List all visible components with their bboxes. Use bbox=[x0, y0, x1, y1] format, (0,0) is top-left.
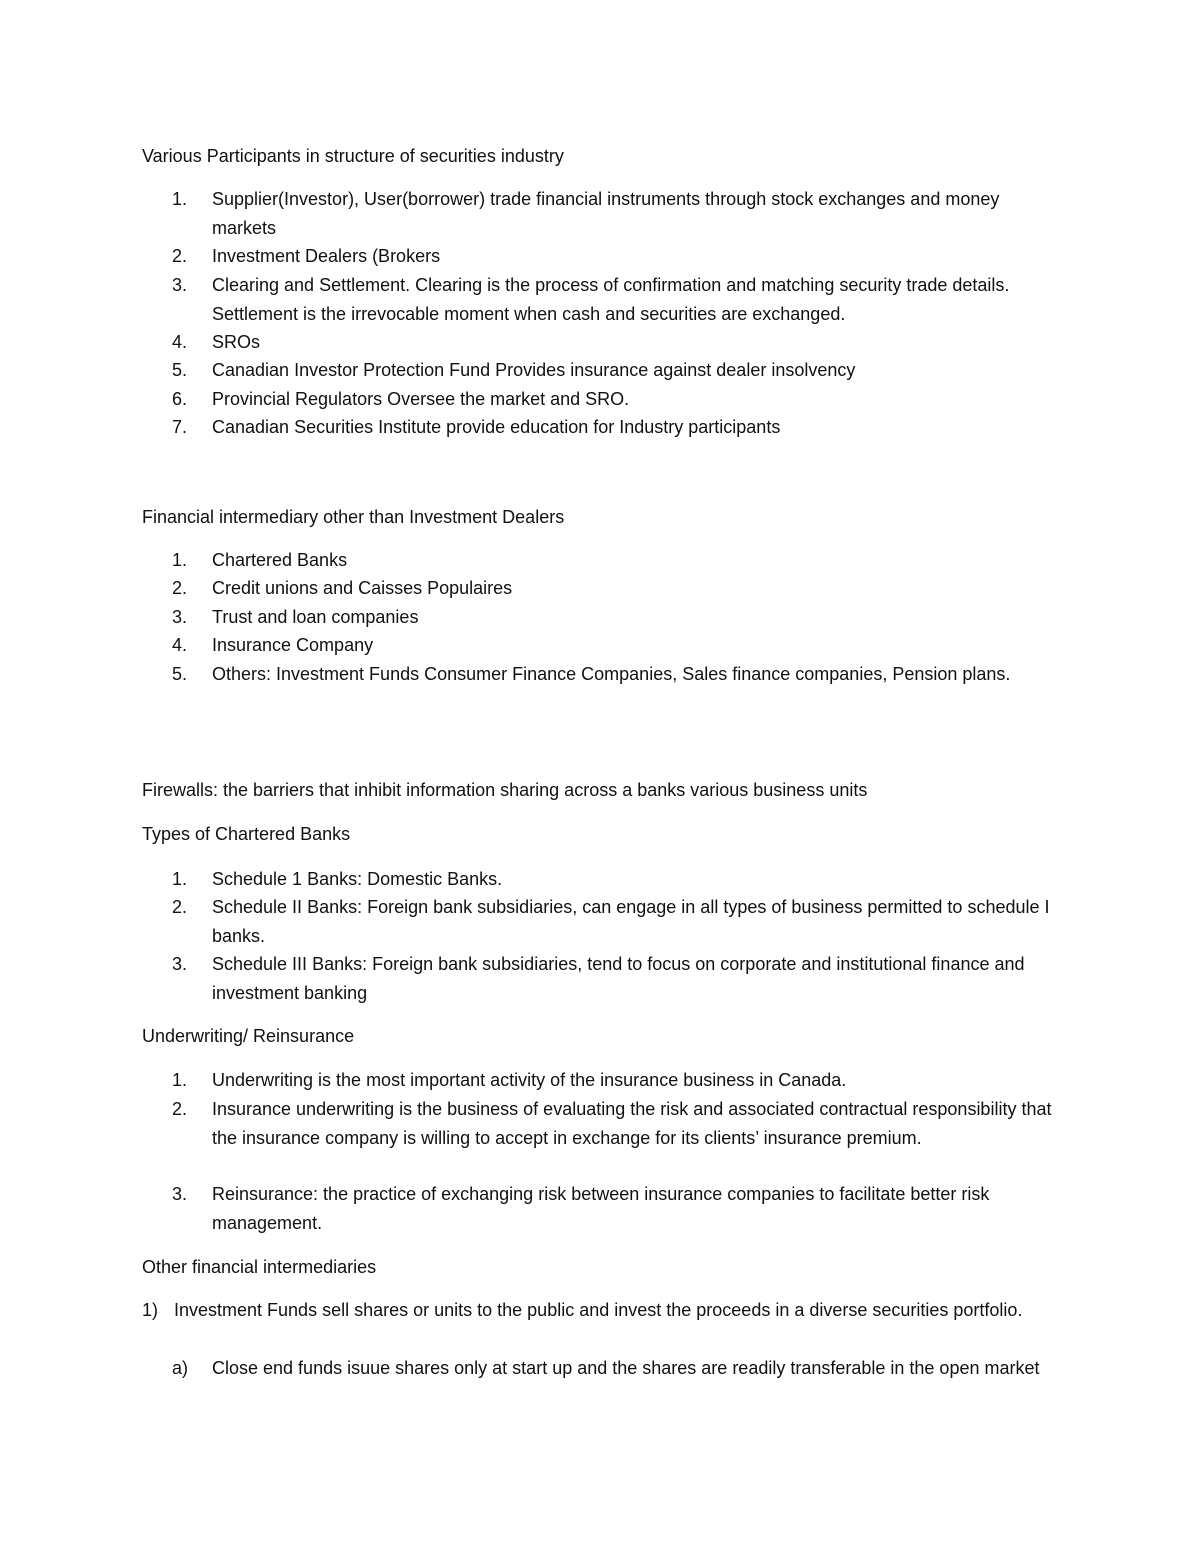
list-number: 1. bbox=[172, 189, 188, 209]
list-number: a) bbox=[172, 1358, 189, 1378]
section-heading-participants: Various Participants in structure of securities industry bbox=[142, 146, 564, 166]
list-number: 3. bbox=[172, 275, 188, 295]
list-number: 7. bbox=[172, 417, 188, 437]
list-text: Credit unions and Caisses Populaires bbox=[212, 578, 513, 598]
list-number: 1. bbox=[172, 869, 188, 889]
list-text: Schedule III Banks: Foreign bank subsidiaries, tend to focus on corporate and institutional finance and investment banking bbox=[212, 954, 1025, 1003]
section-heading-other: Other financial intermediaries bbox=[142, 1257, 377, 1277]
list-text: Reinsurance: the practice of exchanging risk between insurance companies to facilitate better risk management. bbox=[212, 1184, 990, 1233]
section-heading-banks: Types of Chartered Banks bbox=[142, 824, 351, 844]
list-text: Close end funds isuue shares only at start up and the shares are readily transferable in the open market bbox=[212, 1358, 1040, 1378]
list-number: 1. bbox=[172, 550, 188, 570]
list-text: Schedule II Banks: Foreign bank subsidiaries, can engage in all types of business permitted to schedule I banks. bbox=[212, 897, 1050, 946]
list-number: 3. bbox=[172, 607, 188, 627]
list-number: 3. bbox=[172, 954, 188, 974]
list-number: 2. bbox=[172, 246, 188, 266]
section-heading-underwriting: Underwriting/ Reinsurance bbox=[142, 1026, 355, 1046]
firewalls-paragraph: Firewalls: the barriers that inhibit information sharing across a banks various business units bbox=[142, 780, 868, 800]
list-text: Provincial Regulators Oversee the market and SRO. bbox=[212, 389, 630, 409]
list-text: Others: Investment Funds Consumer Finance Companies, Sales finance companies, Pension plans. bbox=[212, 664, 1011, 684]
list-text: Trust and loan companies bbox=[212, 607, 419, 627]
list-text: Clearing and Settlement. Clearing is the process of confirmation and matching security trade details. Settlement is the irrevocable moment when cash and securities are exchanged. bbox=[212, 275, 1010, 324]
section-heading-intermediary: Financial intermediary other than Investment Dealers bbox=[142, 507, 565, 527]
list-text: Supplier(Investor), User(borrower) trade financial instruments through stock exchanges and money markets bbox=[212, 189, 1000, 238]
list-text: Schedule 1 Banks: Domestic Banks. bbox=[212, 869, 503, 889]
list-number: 2. bbox=[172, 897, 188, 917]
list-number: 2. bbox=[172, 1099, 188, 1119]
list-number: 4. bbox=[172, 332, 188, 352]
list-number: 3. bbox=[172, 1184, 188, 1204]
list-text: Investment Dealers (Brokers bbox=[212, 246, 441, 266]
list-text: Insurance Company bbox=[212, 635, 374, 655]
list-number: 1. bbox=[172, 1070, 188, 1090]
list-number: 1) bbox=[142, 1300, 159, 1320]
list-number: 5. bbox=[172, 360, 188, 380]
list-text: Canadian Securities Institute provide education for Industry participants bbox=[212, 417, 781, 437]
list-text: Chartered Banks bbox=[212, 550, 348, 570]
list-number: 6. bbox=[172, 389, 188, 409]
list-text: Investment Funds sell shares or units to the public and invest the proceeds in a diverse securities portfolio. bbox=[174, 1300, 1023, 1320]
list-number: 4. bbox=[172, 635, 188, 655]
list-text: Insurance underwriting is the business of evaluating the risk and associated contractual responsibility that the insurance company is willing to accept in exchange for its clients’ insurance premium. bbox=[212, 1099, 1052, 1148]
list-number: 2. bbox=[172, 578, 188, 598]
list-text: SROs bbox=[212, 332, 261, 352]
list-number: 5. bbox=[172, 664, 188, 684]
list-text: Underwriting is the most important activity of the insurance business in Canada. bbox=[212, 1070, 847, 1090]
list-text: Canadian Investor Protection Fund Provides insurance against dealer insolvency bbox=[212, 360, 856, 380]
